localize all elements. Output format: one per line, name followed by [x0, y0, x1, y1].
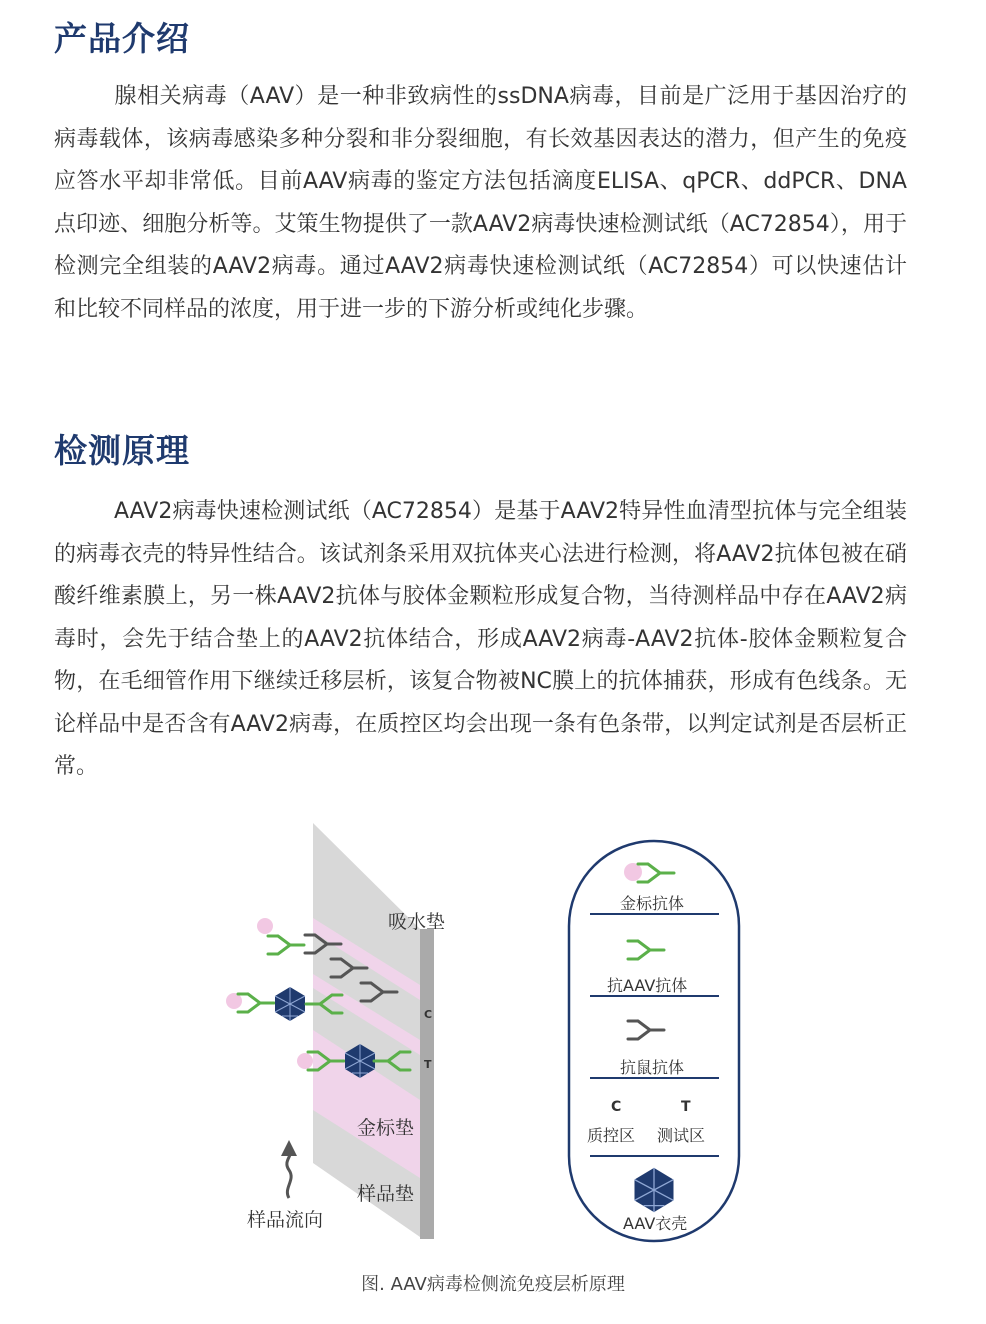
legend-t: T [681, 1099, 691, 1115]
figure-caption: 图. AAV病毒检侧流免疫层析原理 [361, 1274, 625, 1295]
conjugate-pad-label: 金标垫 [357, 1117, 415, 1139]
principle-description-text: AAV2病毒快速检测试纸（AC72854）是基于AAV2特异性血清型抗体与完全组装的病毒衣壳的特异性结合。该试剂条采用双抗体夹心法进行检测，将AAV2抗体包被在硝酸纤维素膜上，另一株AAV2抗体与胶体金颗粒形成复合物，当待测样品中存在AAV2病毒时，会先于结合垫上的AAV2抗体结合，形成AAV2病毒-AAV2抗体-胶体金颗粒复合物，在毛细管作用下继续迁移层析，该复合物被NC膜上的抗体捕获，形成有色线条。无论样品中是否含有AAV2病毒，在质控区均会出现一条有色条带，以判定试剂是否层析正常。 [54, 499, 907, 779]
legend-gold-antibody: 金标抗体 [620, 894, 685, 913]
gold-antibody-icon [238, 994, 274, 1012]
sample-flow-label: 样品流向 [247, 1209, 324, 1231]
flow-arrowhead-icon [281, 1140, 297, 1156]
gold-antibody-icon [268, 936, 304, 954]
gold-particle [257, 918, 273, 934]
strip-absorbent-pad [313, 823, 420, 1237]
product-description-text: 腺相关病毒（AAV）是一种非致病性的ssDNA病毒，目前是广泛用于基因治疗的病毒载体，该病毒感染多种分裂和非分裂细胞，有长效基因表达的潜力，但产生的免疫应答水平却非常低。目前AAV病毒的鉴定方法包括滴度ELISA、qPCR、ddPCR、DNA点印迹、细胞分析等。艾策生物提供了一款AAV2病毒快速检测试纸（AC72854），用于检测完全组装的AAV2病毒。通过AAV2病毒快速检测试纸（AC72854）可以快速估计和比较不同样品的浓度，用于进一步的下游分析或纯化步骤。 [54, 84, 907, 322]
gold-particle [297, 1053, 313, 1069]
legend-c: C [611, 1099, 622, 1115]
test-line-label: T [424, 1058, 432, 1071]
strip-edge [420, 929, 434, 1239]
section-title-principle: 检测原理 [54, 431, 190, 470]
sample-pad-label: 样品垫 [357, 1183, 415, 1205]
aav-capsid-icon [275, 987, 305, 1021]
section-title-product: 产品介绍 [54, 19, 190, 58]
legend-anti-aav-antibody: 抗AAV抗体 [607, 976, 688, 995]
absorbent-pad-label: 吸水垫 [388, 911, 446, 933]
legend-anti-mouse-antibody: 抗鼠抗体 [620, 1058, 685, 1077]
legend-aav-capsid: AAV衣壳 [623, 1214, 688, 1233]
legend-control-zone: 质控区 [587, 1126, 636, 1145]
control-line-label: C [424, 1008, 433, 1021]
legend-test-zone: 测试区 [657, 1126, 706, 1145]
gold-particle-legend [624, 863, 642, 881]
